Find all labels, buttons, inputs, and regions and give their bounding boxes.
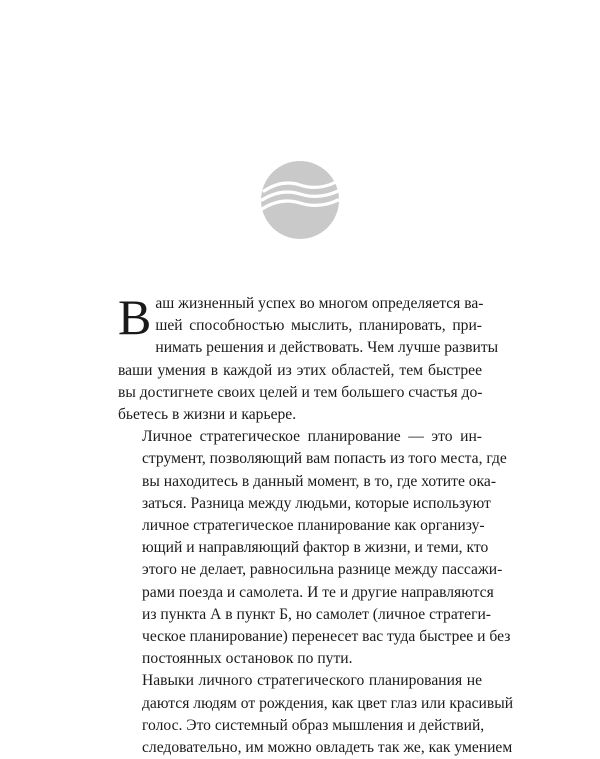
text-line: вы достигнете своих целей и тем большего счастья до- [118, 383, 483, 401]
paragraph-1 [118, 289, 499, 426]
text-line: аш жизненный успех во многом определяется ва- [155, 295, 484, 312]
text-line: Личное стратегическое планирование — это ин- [142, 428, 482, 446]
text-line: из пункта А в пункт Б, но самолет (личное стратеги- [142, 605, 492, 623]
text-line: Навыки личного стратегического планирования не [142, 672, 482, 690]
paragraph-2 [118, 426, 511, 670]
paragraph-3 [118, 670, 514, 759]
text-line: личное стратегическое планирование как организу- [142, 517, 485, 535]
text-line: постоянных остановок по пути. [142, 650, 353, 668]
text-line: шей способностью мыслить, планировать, при- [155, 317, 482, 335]
ornament-circle [261, 161, 339, 239]
body-text [118, 289, 514, 759]
text-line: этого не делает, равносильна разнице между пассажи- [142, 561, 503, 579]
text-line: ющий и направляющий фактор в жизни, и теми, кто [142, 539, 489, 557]
drop-cap: В [118, 289, 152, 345]
text-line: ваши умения в каждой из этих областей, тем быстрее [118, 361, 482, 379]
wave-circle-ornament [260, 160, 340, 240]
text-line: ческое планирование) перенесет вас туда быстрее и без [142, 628, 511, 646]
text-line: следовательно, им можно овладеть так же, как умением [142, 739, 513, 757]
text-line: бьетесь в жизни и карьере. [118, 406, 297, 424]
text-line: вы находитесь в данный момент, в то, где хотите ока- [142, 472, 497, 490]
text-line: рами поезда и самолета. И те и другие направляются [142, 583, 494, 601]
text-line: голос. Это системный образ мышления и действий, [142, 716, 485, 734]
text-line: даются людям от рождения, как цвет глаз или красивый [142, 694, 514, 712]
text-line: нимать решения и действовать. Чем лучше развиты [155, 339, 499, 357]
text-line: струмент, позволяющий вам попасть из того места, где [142, 450, 507, 468]
text-line: заться. Разница между людьми, которые используют [142, 494, 491, 512]
